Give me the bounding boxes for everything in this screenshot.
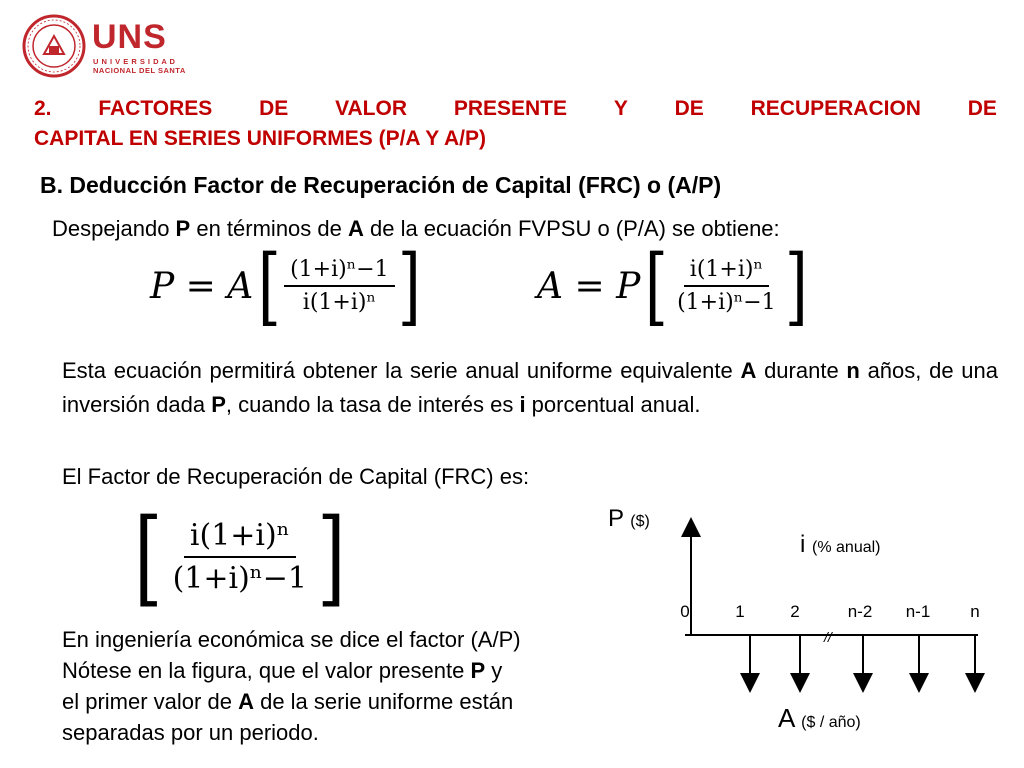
period-tick-label: 1 xyxy=(735,602,745,621)
formula1-numerator: (1+i)ⁿ−1 xyxy=(284,257,395,287)
interest-rate-label: i (% anual) xyxy=(800,531,881,558)
note-paragraph: En ingeniería económica se dice el factor (A/P) Nótese en la figura, que el valor presente P y el primer valor de A de la serie uniforme están separadas por un periodo. xyxy=(62,627,521,745)
logo-subtitle: U N I V E R S I D A D NACIONAL DEL SANTA xyxy=(93,57,186,75)
axis-break-mark: // xyxy=(824,629,832,645)
present-value-label: P ($) xyxy=(608,505,650,532)
university-seal-icon xyxy=(22,14,86,78)
formula2-numerator: i(1+i)ⁿ xyxy=(684,257,769,287)
formula-p-given-a: P = A [ $\frac{\text{(1+i)ⁿ−1}}{\text{i(1+i)ⁿ}}$ ] xyxy=(150,237,421,335)
cash-flow-diagram xyxy=(600,505,1010,760)
title-line-2: CAPITAL EN SERIES UNIFORMES (P/A Y A/P) xyxy=(34,127,486,150)
intro-text: Despejando P en términos de A de la ecuación FVPSU o (P/A) se obtiene: xyxy=(52,216,780,241)
frc-label: El Factor de Recuperación de Capital (FRC) es: xyxy=(62,464,530,489)
title-line-1: 2. FACTORES DE VALOR PRESENTE Y DE RECUPERACION DE xyxy=(34,97,997,120)
period-tick-label: n-1 xyxy=(905,602,931,621)
formula2-denominator: (1+i)ⁿ−1 xyxy=(677,290,776,315)
period-tick-label: n xyxy=(970,602,980,621)
section-title xyxy=(34,94,997,154)
logo-wordmark: UNS xyxy=(92,18,167,56)
formula3-denominator: (1+i)ⁿ−1 xyxy=(172,561,308,596)
formula1-denominator: i(1+i)ⁿ xyxy=(302,290,376,315)
explanation-paragraph: Esta ecuación permitirá obtener la serie anual uniforme equivalente A durante n años, de una inversión dada P, cuando la tasa de interés es i porcentual anual. xyxy=(62,358,998,417)
annuity-label: A ($ / año) xyxy=(778,703,861,733)
formula-frc: [ $\frac{\text{i(1+i)ⁿ}}{\text{(1+i)ⁿ−1}}$ ] xyxy=(134,496,346,618)
formula3-numerator: i(1+i)ⁿ xyxy=(184,518,296,558)
period-tick-label: n-2 xyxy=(847,602,873,621)
formula-a-given-p: A = P [ $\frac{\text{i(1+i)ⁿ}}{\text{(1+i)ⁿ−1}}$ ] xyxy=(537,237,808,335)
subsection-heading: B. Deducción Factor de Recuperación de Capital (FRC) o (A/P) xyxy=(40,172,722,198)
period-tick-label: 2 xyxy=(790,602,800,621)
period-tick-label: 0 xyxy=(680,602,690,621)
